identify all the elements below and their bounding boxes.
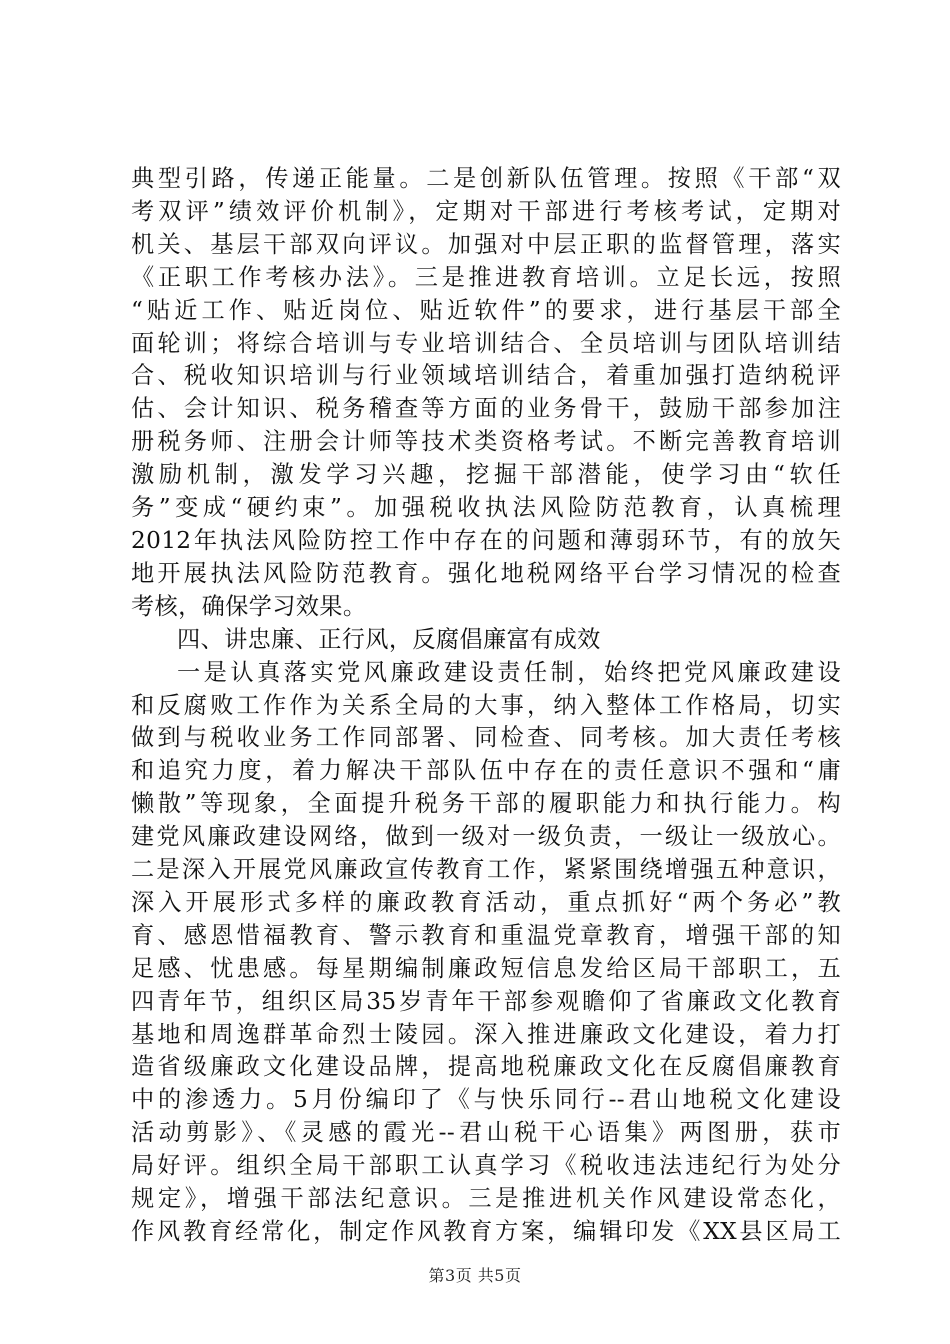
- text-line: 估、会计知识、税务稽查等方面的业务骨干，鼓励干部参加注: [131, 395, 841, 423]
- text-line: 育、感恩惜福教育、警示教育和重温党章教育，增强干部的知: [131, 921, 841, 949]
- text-line: 二是深入开展党风廉政宣传教育工作，紧紧围绕增强五种意识，: [131, 856, 841, 884]
- text-line: 局好评。组织全局干部职工认真学习《税收违法违纪行为处分: [131, 1152, 841, 1180]
- text-line: 典型引路，传递正能量。二是创新队伍管理。按照《干部“双: [131, 165, 841, 192]
- text-line: 四、讲忠廉、正行风，反腐倡廉富有成效: [177, 625, 601, 653]
- text-line: 考核，确保学习效果。: [131, 592, 367, 620]
- text-line: 造省级廉政文化建设品牌，提高地税廉政文化在反腐倡廉教育: [131, 1053, 841, 1081]
- text-line: 中的渗透力。5月份编印了《与快乐同行--君山地税文化建设: [131, 1086, 841, 1114]
- text-line: 册税务师、注册会计师等技术类资格考试。不断完善教育培训: [131, 428, 841, 456]
- document-body: [131, 163, 841, 1249]
- text-line: 基地和周逸群革命烈士陵园。深入推进廉政文化建设，着力打: [131, 1020, 841, 1048]
- text-line: “贴近工作、贴近岗位、贴近软件”的要求，进行基层干部全: [131, 296, 841, 324]
- text-line: 作风教育经常化，制定作风教育方案，编辑印发《XX县区局工: [131, 1218, 841, 1245]
- text-line: 2012年执法风险防控工作中存在的问题和薄弱环节，有的放矢: [131, 526, 841, 554]
- text-line: 机关、基层干部双向评议。加强对中层正职的监督管理，落实: [131, 230, 841, 258]
- text-line: 足感、忧患感。每星期编制廉政短信息发给区局干部职工，五: [131, 954, 841, 982]
- text-line: 懒散”等现象，全面提升税务干部的履职能力和执行能力。构: [131, 790, 841, 818]
- text-line: 一是认真落实党风廉政建设责任制，始终把党风廉政建设: [177, 658, 841, 686]
- text-line: 务”变成“硬约束”。加强税收执法风险防范教育，认真梳理: [131, 494, 841, 522]
- text-line: 考双评”绩效评价机制》，定期对干部进行考核考试，定期对: [131, 197, 841, 225]
- text-line: 做到与税收业务工作同部署、同检查、同考核。加大责任考核: [131, 724, 841, 752]
- text-line: 规定》，增强干部法纪意识。三是推进机关作风建设常态化，: [131, 1185, 841, 1213]
- text-line: 面轮训；将综合培训与专业培训结合、全员培训与团队培训结: [131, 329, 841, 357]
- text-line: 深入开展形式多样的廉政教育活动，重点抓好“两个务必”教: [131, 888, 841, 916]
- text-line: 激励机制，激发学习兴趣，挖掘干部潜能，使学习由“软任: [131, 461, 841, 489]
- text-line: 和追究力度，着力解决干部队伍中存在的责任意识不强和“庸: [131, 757, 841, 785]
- text-line: 四青年节，组织区局35岁青年干部参观瞻仰了省廉政文化教育: [131, 987, 841, 1015]
- text-line: 合、税收知识培训与行业领域培训结合，着重加强打造纳税评: [131, 362, 841, 390]
- text-line: 《正职工作考核办法》。三是推进教育培训。立足长远，按照: [131, 263, 841, 291]
- page-footer: 第3页 共5页: [428, 1266, 522, 1285]
- text-line: 和反腐败工作作为关系全局的大事，纳入整体工作格局，切实: [131, 691, 841, 719]
- text-line: 地开展执法风险防范教育。强化地税网络平台学习情况的检查: [131, 559, 841, 587]
- text-line: 活动剪影》、《灵感的霞光--君山税干心语集》两图册，获市: [131, 1119, 841, 1147]
- text-line: 建党风廉政建设网络，做到一级对一级负责，一级让一级放心。: [131, 823, 841, 851]
